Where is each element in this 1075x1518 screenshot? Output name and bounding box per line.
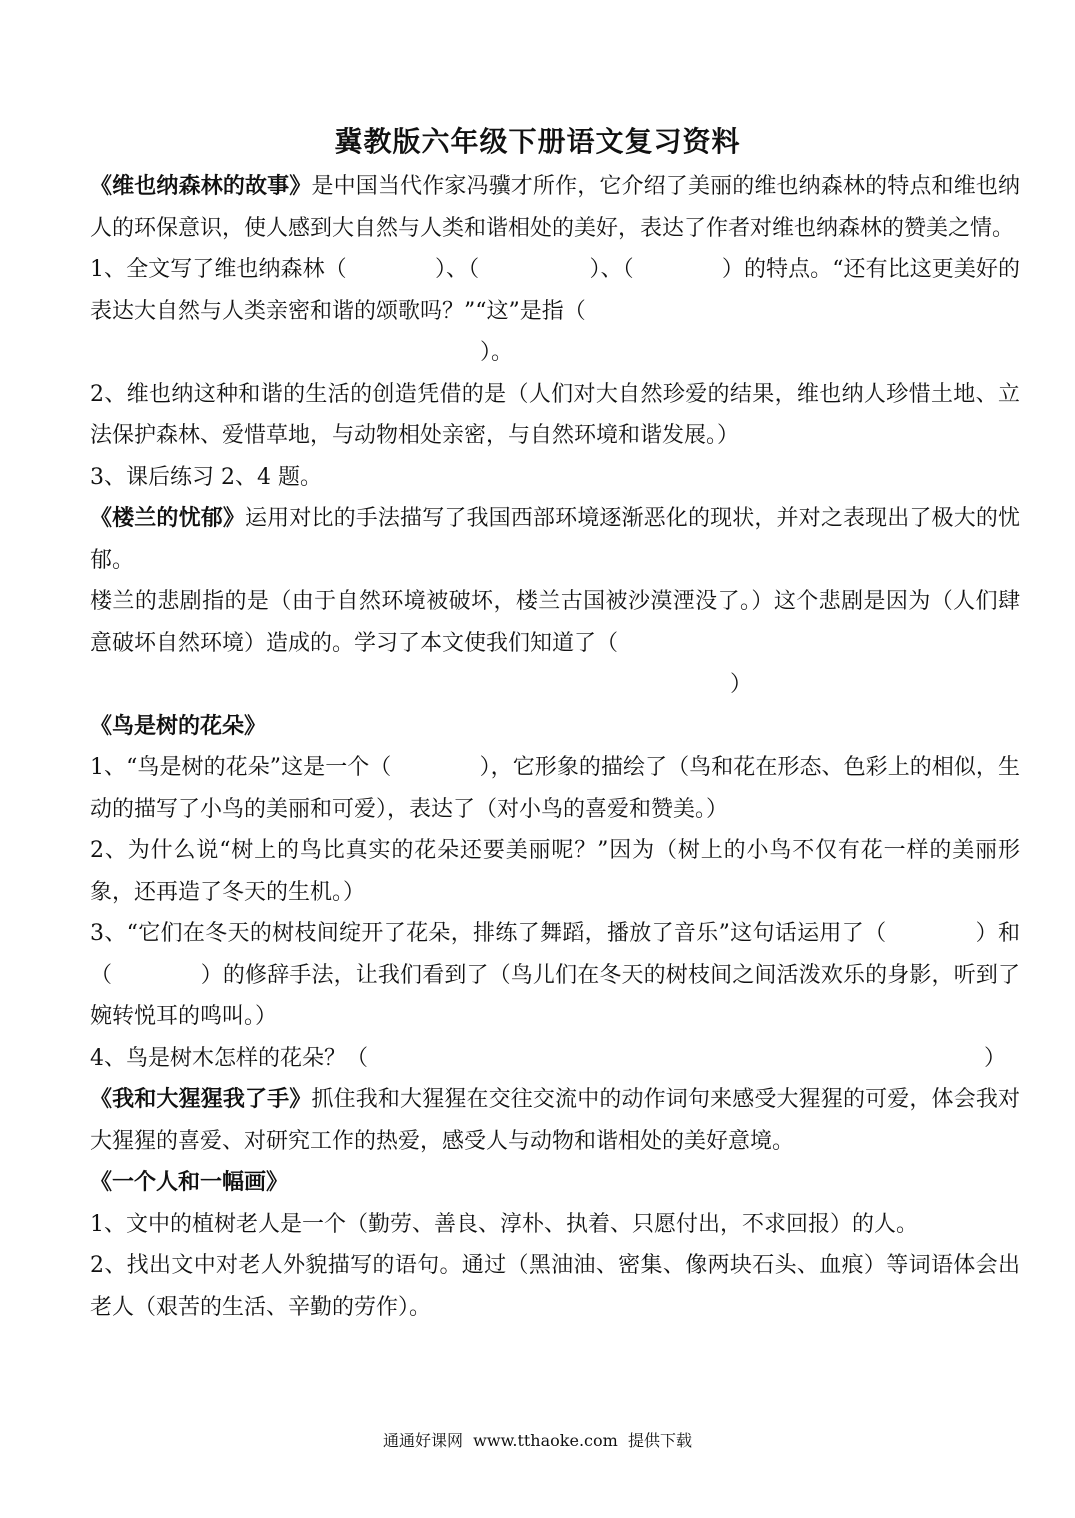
paragraph-text: ） — [730, 672, 753, 697]
paragraph-text: 1、文中的植树老人是一个（勤劳、善良、淳朴、执着、只愿付出，不求回报）的人。 — [90, 1211, 918, 1237]
paragraph-text: 4、鸟是树木怎样的花朵？（ ） — [90, 1045, 1007, 1071]
paragraph-text: 抓住我和大猩猩在交往交流中的动作词句来感受大猩猩的可爱，体会我对大猩猩的喜爱、对研究工作的热爱，感受人与动物和谐相处的美好意境。 — [90, 1087, 1020, 1154]
paragraph — [90, 1204, 1020, 1246]
paragraph — [90, 374, 1020, 457]
paragraph-text: 是中国当代作家冯骥才所作，它介绍了美丽的维也纳森林的特点和维也纳人的环保意识，使人感到大自然与人类和谐相处的美好，表达了作者对维也纳森林的赞美之情。 — [90, 174, 1020, 241]
paragraph — [90, 249, 1020, 332]
paragraph — [90, 1079, 1020, 1162]
document-title: 冀教版六年级下册语文复习资料 — [334, 125, 741, 158]
paragraph-text: 1、全文写了维也纳森林（ ）、（ ）、（ ）的特点。“还有比这更美好的表达大自然与人类亲密和谐的颂歌吗？”“这”是指（ — [90, 257, 1020, 324]
paragraph-heading: 《我和大猩猩我了手》 — [90, 1086, 312, 1112]
paragraph — [90, 332, 1020, 374]
paragraph — [90, 1038, 1020, 1080]
paragraph — [90, 747, 1020, 830]
paragraph — [90, 498, 1020, 581]
section-heading: 《鸟是树的花朵》 — [90, 712, 267, 739]
paragraph — [90, 706, 1020, 748]
paragraph-text: 2、维也纳这种和谐的生活的创造凭借的是（人们对大自然珍爱的结果，维也纳人珍惜土地、立法保护森林、爱惜草地，与动物相处亲密，与自然环境和谐发展。） — [90, 381, 1020, 448]
paragraph — [90, 1245, 1020, 1328]
page-footer: 通通好课网 www.tthaoke.com 提供下载 — [383, 1431, 692, 1450]
paragraph-heading: 《维也纳森林的故事》 — [90, 173, 312, 199]
paragraph — [90, 664, 1020, 706]
paragraph-text: 3、课后练习 2、4 题。 — [90, 464, 322, 490]
paragraph — [90, 166, 1020, 249]
paragraph — [90, 913, 1020, 1038]
document-body — [90, 166, 1020, 1328]
paragraph — [90, 581, 1020, 664]
paragraph-text: 2、找出文中对老人外貌描写的语句。通过（黑油油、密集、像两块石头、血痕）等词语体会出老人（艰苦的生活、辛勤的劳作）。 — [90, 1253, 1020, 1320]
paragraph — [90, 830, 1020, 913]
paragraph — [90, 457, 1020, 499]
paragraph-text: ）。 — [480, 340, 514, 365]
paragraph-text: 3、“它们在冬天的树枝间绽开了花朵，排练了舞蹈，播放了音乐”这句话运用了（ ）和（ ）的修辞手法，让我们看到了（鸟儿们在冬天的树枝间之间活泼欢乐的身影，听到了婉转悦耳的鸣叫。） — [90, 921, 1020, 1029]
paragraph-heading: 《楼兰的忧郁》 — [90, 505, 246, 531]
paragraph-text: 1、“鸟是树的花朵”这是一个（ ），它形象的描绘了（鸟和花在形态、色彩上的相似，生动的描写了小鸟的美丽和可爱），表达了（对小鸟的喜爱和赞美。） — [90, 755, 1020, 822]
paragraph — [90, 1162, 1020, 1204]
paragraph-text: 运用对比的手法描写了我国西部环境逐渐恶化的现状，并对之表现出了极大的忧郁。 — [90, 506, 1020, 573]
paragraph-text: 2、为什么说“树上的鸟比真实的花朵还要美丽呢？”因为（树上的小鸟不仅有花一样的美丽形象，还再造了冬天的生机。） — [90, 838, 1020, 905]
paragraph-text: 楼兰的悲剧指的是（由于自然环境被破坏，楼兰古国被沙漠湮没了。）这个悲剧是因为（人们肆意破坏自然环境）造成的。学习了本文使我们知道了（ — [90, 589, 1020, 656]
section-heading: 《一个人和一幅画》 — [90, 1169, 289, 1195]
